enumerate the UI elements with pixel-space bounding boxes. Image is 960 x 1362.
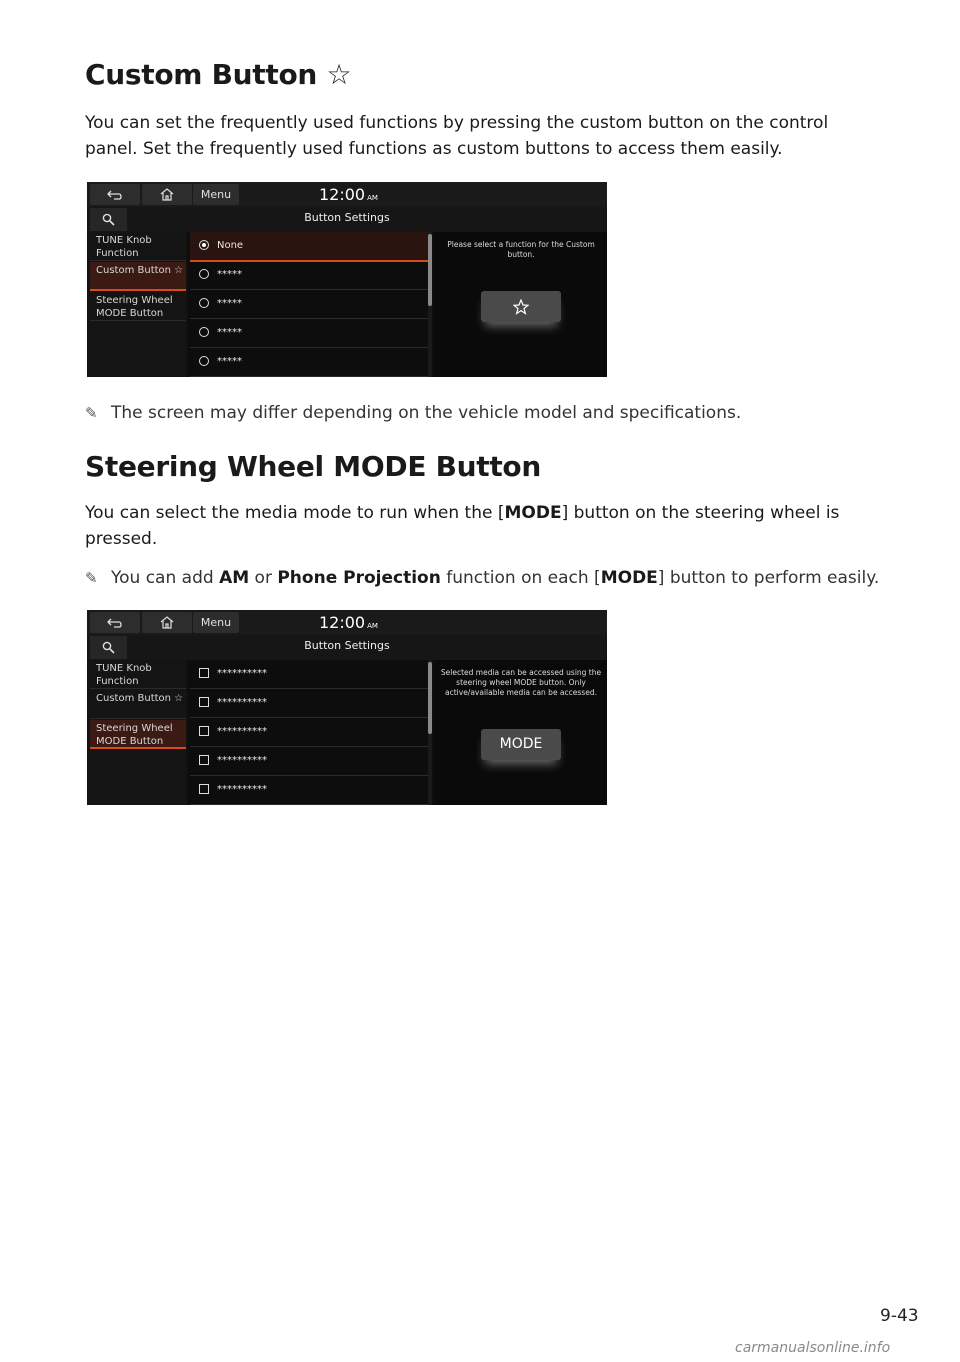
clock: [319, 185, 378, 204]
search-icon: [102, 213, 115, 226]
option-row[interactable]: [190, 290, 428, 319]
radio[interactable]: [199, 269, 209, 279]
radio[interactable]: [199, 356, 209, 366]
option-label: **********: [217, 755, 267, 766]
search-icon: [102, 641, 115, 654]
settings-sidebar: [87, 660, 187, 805]
home-icon: [160, 616, 174, 629]
steering-mode-description: [85, 500, 875, 552]
info-panel: [435, 232, 607, 377]
media-options-list: [190, 660, 430, 805]
clock-time: 12:00: [319, 185, 366, 204]
settings-sidebar: [87, 232, 187, 377]
desc-text: ] button on the steering wheel is pressed.: [85, 503, 840, 549]
star-icon: [513, 299, 529, 315]
sidebar-item-steering-wheel-mode[interactable]: Steering Wheel MODE Button: [90, 720, 186, 749]
desc-bold: MODE: [504, 503, 562, 523]
clock-ampm: AM: [367, 194, 378, 202]
option-label: None: [217, 240, 244, 251]
note-bold: AM: [219, 568, 250, 588]
option-label: **********: [217, 784, 267, 795]
option-row[interactable]: [190, 348, 428, 377]
checkbox[interactable]: [199, 668, 209, 678]
note-screen-differs: [85, 401, 905, 425]
clock-ampm: AM: [367, 622, 378, 630]
list-scrollbar[interactable]: [428, 660, 432, 805]
header-bar: [87, 635, 607, 660]
list-scrollbar[interactable]: [428, 232, 432, 377]
option-label: **********: [217, 668, 267, 679]
steering-mode-settings-screen: [87, 610, 607, 805]
sidebar-item-custom-button[interactable]: Custom Button ☆: [90, 262, 186, 291]
home-icon: [160, 188, 174, 201]
menu-button[interactable]: Menu: [193, 184, 239, 205]
radio-selected[interactable]: [199, 240, 209, 250]
info-text: Selected media can be accessed using the steering wheel MODE button. Only active/available media can be accessed.: [440, 668, 602, 697]
pencil-note-icon: ✎: [85, 404, 98, 422]
sidebar-item-tune-knob[interactable]: TUNE Knob Function: [90, 660, 186, 689]
option-row[interactable]: [190, 261, 428, 290]
option-row[interactable]: [190, 689, 428, 718]
option-label: *****: [217, 269, 242, 280]
option-row[interactable]: [190, 718, 428, 747]
screen-title: Button Settings: [304, 639, 390, 652]
checkbox[interactable]: [199, 784, 209, 794]
custom-star-button: [481, 291, 561, 322]
info-panel: [435, 660, 607, 805]
mode-button: MODE: [481, 729, 561, 760]
note-text: You can add: [111, 568, 220, 588]
watermark: carmanualsonline.info: [735, 1340, 891, 1356]
checkbox[interactable]: [199, 726, 209, 736]
menu-button[interactable]: Menu: [193, 612, 239, 633]
note-text: ] button to perform easily.: [657, 568, 880, 588]
sidebar-item-custom-button[interactable]: Custom Button ☆: [90, 690, 186, 719]
option-label: *****: [217, 327, 242, 338]
radio[interactable]: [199, 298, 209, 308]
note-text: or: [249, 568, 278, 588]
custom-button-settings-screen: [87, 182, 607, 377]
top-bar: [87, 182, 607, 207]
option-label: *****: [217, 298, 242, 309]
note-text: function on each [: [440, 568, 601, 588]
note-bold: Phone Projection: [277, 568, 441, 588]
section-title-custom-button: Custom Button ☆: [85, 58, 352, 91]
note-add-functions: [85, 566, 905, 590]
option-row[interactable]: [190, 660, 428, 689]
section-title-steering-wheel-mode: Steering Wheel MODE Button: [85, 450, 542, 483]
radio[interactable]: [199, 327, 209, 337]
checkbox[interactable]: [199, 697, 209, 707]
clock-time: 12:00: [319, 613, 366, 632]
option-label: **********: [217, 726, 267, 737]
scroll-thumb[interactable]: [428, 234, 432, 306]
custom-button-description: You can set the frequently used functions by pressing the custom button on the control panel. Set the frequently used functions as custom buttons to access them easily.: [85, 113, 829, 159]
page-number: 9-43: [880, 1306, 919, 1326]
option-row[interactable]: [190, 776, 428, 805]
screen-title: Button Settings: [304, 211, 390, 224]
option-row[interactable]: [190, 747, 428, 776]
search-button[interactable]: [90, 208, 127, 231]
header-bar: [87, 207, 607, 232]
desc-text: You can select the media mode to run when the [: [85, 503, 505, 523]
option-row[interactable]: [190, 232, 428, 262]
back-arrow-icon: [107, 189, 123, 201]
pencil-note-icon: ✎: [85, 569, 98, 587]
note-text: The screen may differ depending on the vehicle model and specifications.: [111, 403, 742, 423]
option-label: **********: [217, 697, 267, 708]
scroll-thumb[interactable]: [428, 662, 432, 734]
option-label: *****: [217, 356, 242, 367]
home-button[interactable]: [142, 612, 192, 633]
back-button[interactable]: [90, 612, 140, 633]
info-text: Please select a function for the Custom button.: [447, 240, 595, 259]
clock: [319, 613, 378, 632]
search-button[interactable]: [90, 636, 127, 659]
back-arrow-icon: [107, 617, 123, 629]
function-options-list: [190, 232, 430, 377]
note-bold: MODE: [600, 568, 658, 588]
top-bar: [87, 610, 607, 635]
checkbox[interactable]: [199, 755, 209, 765]
sidebar-item-tune-knob[interactable]: TUNE Knob Function: [90, 232, 186, 261]
home-button[interactable]: [142, 184, 192, 205]
option-row[interactable]: [190, 319, 428, 348]
back-button[interactable]: [90, 184, 140, 205]
sidebar-item-steering-wheel-mode[interactable]: Steering Wheel MODE Button: [90, 292, 186, 321]
